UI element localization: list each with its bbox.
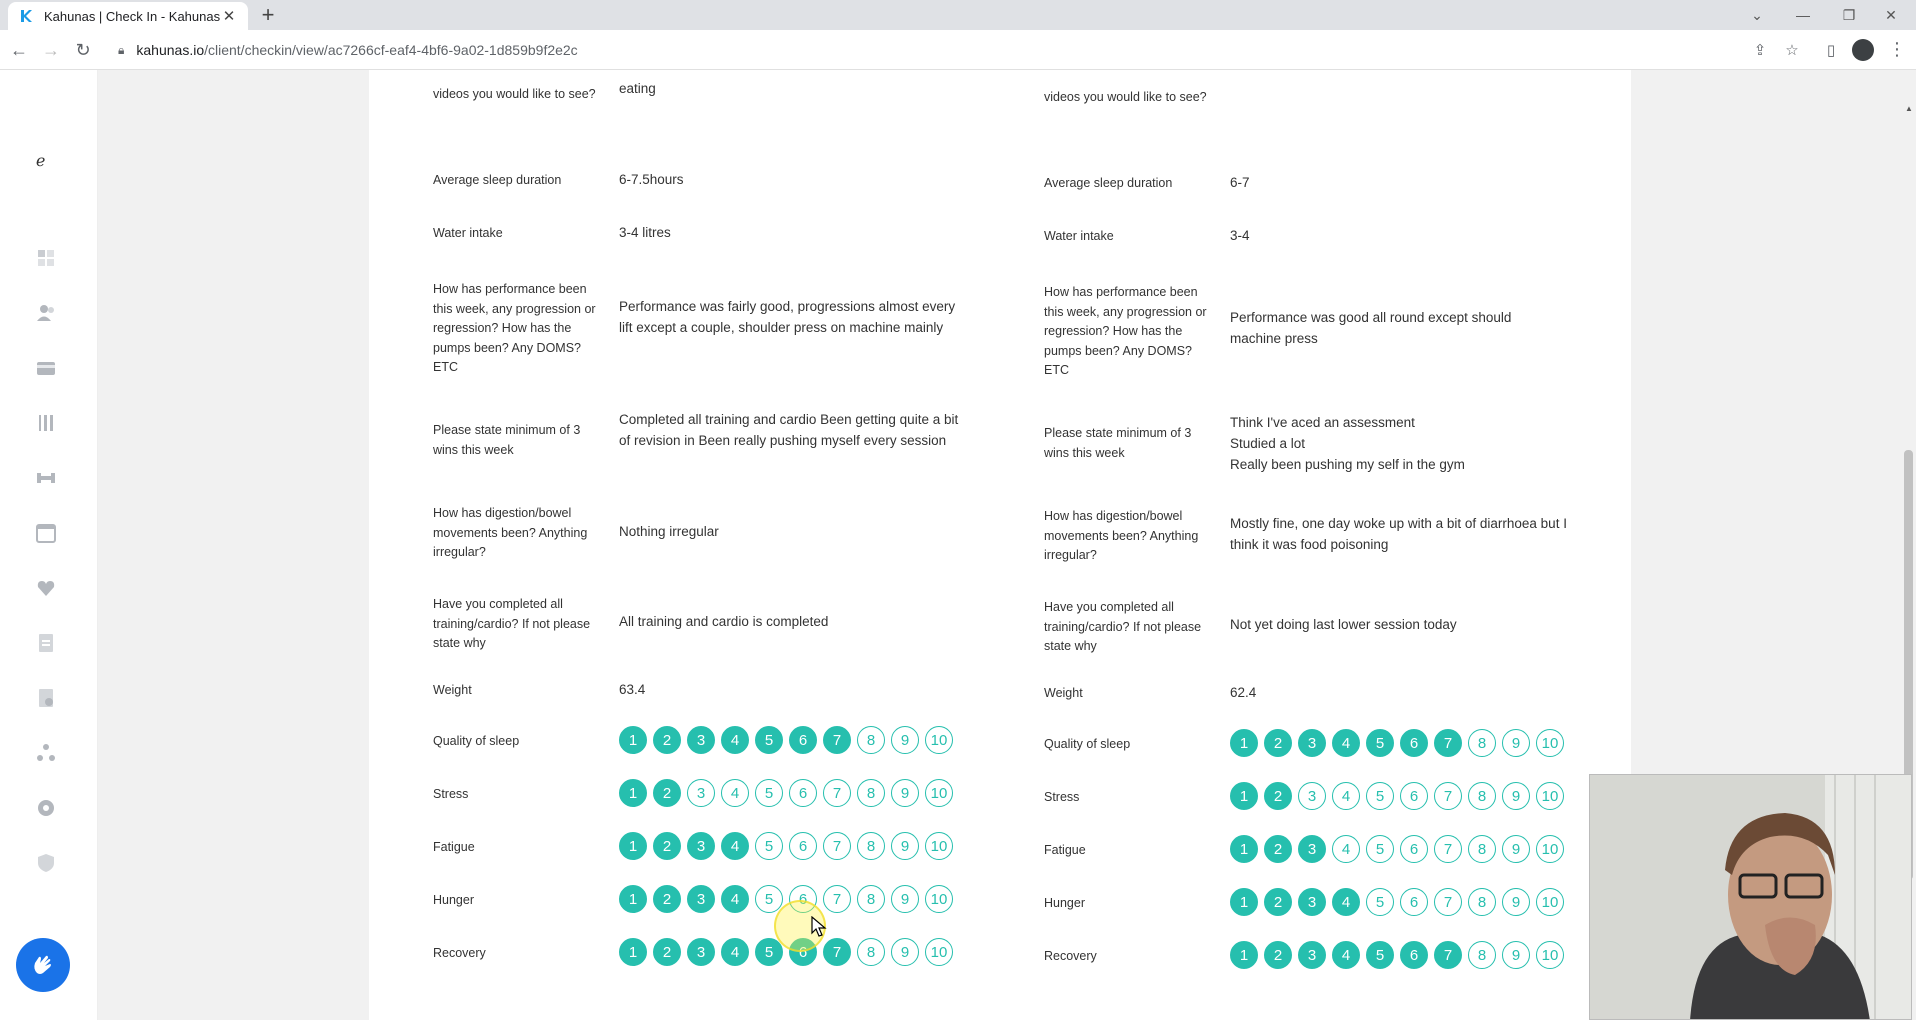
answer-text: Completed all training and cardio Been getting quite a bit of revision in Been really pushing myself every session bbox=[619, 412, 959, 448]
back-icon[interactable]: ← bbox=[10, 39, 28, 60]
address-bar bbox=[0, 30, 1916, 70]
restore-icon[interactable]: ❐ bbox=[1842, 6, 1856, 23]
answer-text: eating bbox=[619, 81, 656, 96]
rating-option[interactable]: 7 bbox=[823, 726, 851, 754]
answer-text: All training and cardio is completed bbox=[619, 614, 829, 629]
rating-label: Quality of sleep bbox=[1044, 737, 1131, 751]
rating-option[interactable]: 4 bbox=[721, 885, 749, 913]
dashboard-icon[interactable] bbox=[33, 245, 59, 271]
rating-option[interactable]: 1 bbox=[1230, 835, 1258, 863]
question-label: How has performance been this week, any progression or regression? How has the pumps been? Any DOMS? ETC bbox=[1044, 285, 1207, 377]
rating-option[interactable]: 2 bbox=[1264, 835, 1292, 863]
tab-title: Kahunas | Check In - Kahunas bbox=[44, 8, 220, 24]
rating-option[interactable]: 3 bbox=[1298, 941, 1326, 969]
rating-option[interactable]: 6 bbox=[1400, 782, 1428, 810]
payments-icon[interactable] bbox=[33, 355, 59, 381]
answer-line: Really been pushing my self in the gym bbox=[1230, 457, 1465, 472]
rating-option[interactable]: 7 bbox=[1434, 888, 1462, 916]
rating-option[interactable]: 9 bbox=[891, 726, 919, 754]
rating-option[interactable]: 6 bbox=[789, 832, 817, 860]
rating-option[interactable]: 3 bbox=[687, 726, 715, 754]
question-label: How has digestion/bowel movements been? Anything irregular? bbox=[1044, 509, 1199, 562]
rating-option[interactable]: 1 bbox=[619, 832, 647, 860]
question-label: Average sleep duration bbox=[1044, 176, 1173, 190]
rating-label: Quality of sleep bbox=[433, 734, 520, 748]
tab-close-icon[interactable]: ✕ bbox=[222, 8, 236, 25]
rating-option[interactable]: 2 bbox=[653, 885, 681, 913]
rating-option[interactable]: 9 bbox=[891, 779, 919, 807]
browser-tab-bar bbox=[0, 0, 1916, 30]
rating-option[interactable]: 3 bbox=[1298, 782, 1326, 810]
nutrition-icon[interactable] bbox=[33, 410, 59, 436]
rating-label: Recovery bbox=[433, 946, 486, 960]
rating-option[interactable]: 1 bbox=[619, 779, 647, 807]
answer-text: 3-4 bbox=[1230, 228, 1250, 243]
share-icon[interactable]: ⇪ bbox=[1753, 42, 1767, 59]
settings-icon[interactable] bbox=[33, 795, 59, 821]
documents-icon[interactable] bbox=[33, 630, 59, 656]
rating-option[interactable]: 3 bbox=[687, 779, 715, 807]
rating-label: Hunger bbox=[1044, 896, 1085, 910]
rating-option[interactable]: 2 bbox=[1264, 782, 1292, 810]
question-label: Have you completed all training/cardio? If not please state why bbox=[1044, 600, 1202, 653]
answer-text: Not yet doing last lower session today bbox=[1230, 617, 1457, 632]
team-icon[interactable] bbox=[33, 740, 59, 766]
rating-option[interactable]: 2 bbox=[653, 779, 681, 807]
rating-option[interactable]: 6 bbox=[1400, 941, 1428, 969]
minimize-icon[interactable]: — bbox=[1796, 7, 1810, 23]
rating-option[interactable]: 5 bbox=[755, 726, 783, 754]
rating-option[interactable]: 6 bbox=[1400, 888, 1428, 916]
rating-option[interactable]: 8 bbox=[1468, 888, 1496, 916]
answer-text: 6-7.5hours bbox=[619, 172, 684, 187]
question-label: Average sleep duration bbox=[433, 173, 562, 187]
mouse-cursor-icon bbox=[811, 916, 827, 938]
url-path: /client/checkin/view/ac7266cf-eaf4-4bf6-9a02-1d859b9f2e2c bbox=[204, 42, 578, 58]
question-label: Please state minimum of 3 wins this week bbox=[433, 423, 581, 457]
rating-option[interactable]: 4 bbox=[1332, 888, 1360, 916]
rating-option[interactable]: 4 bbox=[721, 832, 749, 860]
rating-option[interactable]: 6 bbox=[1400, 729, 1428, 757]
forms-icon[interactable] bbox=[33, 685, 59, 711]
rating-option[interactable]: 10 bbox=[1536, 941, 1564, 969]
rating-option[interactable]: 10 bbox=[1536, 729, 1564, 757]
lock-icon: 🔒︎ bbox=[118, 42, 125, 57]
answer-line: Think I've aced an assessment bbox=[1230, 415, 1415, 430]
rating-option[interactable]: 10 bbox=[925, 832, 953, 860]
rating-option[interactable]: 7 bbox=[1434, 729, 1462, 757]
rating-option[interactable]: 2 bbox=[1264, 941, 1292, 969]
rating-option[interactable]: 10 bbox=[925, 938, 953, 966]
rating-option[interactable]: 5 bbox=[755, 832, 783, 860]
rating-scale bbox=[1230, 888, 1564, 916]
rating-option[interactable]: 1 bbox=[1230, 729, 1258, 757]
rating-option[interactable]: 8 bbox=[857, 885, 885, 913]
rating-option[interactable]: 2 bbox=[1264, 888, 1292, 916]
rating-option[interactable]: 7 bbox=[823, 938, 851, 966]
clients-icon[interactable] bbox=[33, 300, 59, 326]
rating-option[interactable]: 5 bbox=[755, 938, 783, 966]
rating-option[interactable]: 8 bbox=[857, 779, 885, 807]
question-label: Have you completed all training/cardio? If not please state why bbox=[433, 597, 591, 650]
sidebar bbox=[0, 70, 98, 1020]
checkin-comparison-card bbox=[369, 70, 1631, 1020]
rating-option[interactable]: 6 bbox=[1400, 835, 1428, 863]
rating-option[interactable]: 4 bbox=[721, 938, 749, 966]
shield-icon[interactable] bbox=[33, 850, 59, 876]
rating-option[interactable]: 9 bbox=[1502, 782, 1530, 810]
url-field[interactable] bbox=[104, 34, 1744, 66]
rating-option[interactable]: 6 bbox=[789, 779, 817, 807]
rating-option[interactable]: 5 bbox=[1366, 835, 1394, 863]
rating-option[interactable]: 7 bbox=[1434, 835, 1462, 863]
rating-option[interactable]: 2 bbox=[653, 832, 681, 860]
browser-tab[interactable] bbox=[8, 2, 248, 30]
rating-option[interactable]: 8 bbox=[857, 938, 885, 966]
rating-scale bbox=[1230, 941, 1564, 969]
url-host: kahunas.io bbox=[136, 42, 205, 58]
rating-option[interactable]: 4 bbox=[1332, 729, 1360, 757]
scroll-up-icon[interactable]: ▲ bbox=[1905, 104, 1913, 113]
rating-scale bbox=[619, 779, 953, 807]
rating-label: Stress bbox=[1044, 790, 1080, 804]
question-label: Water intake bbox=[433, 226, 503, 240]
rating-option[interactable]: 9 bbox=[891, 938, 919, 966]
rating-option[interactable]: 3 bbox=[687, 938, 715, 966]
rating-option[interactable]: 3 bbox=[1298, 835, 1326, 863]
profile-avatar[interactable] bbox=[1852, 39, 1874, 61]
rating-option[interactable]: 5 bbox=[755, 779, 783, 807]
answer-text: 62.4 bbox=[1230, 685, 1257, 700]
question-label: How has digestion/bowel movements been? Anything irregular? bbox=[433, 506, 588, 559]
question-label: Please state minimum of 3 wins this week bbox=[1044, 426, 1192, 460]
rating-option[interactable]: 1 bbox=[619, 726, 647, 754]
rating-option[interactable]: 7 bbox=[823, 885, 851, 913]
rating-option[interactable]: 10 bbox=[925, 726, 953, 754]
rating-option[interactable]: 6 bbox=[789, 885, 817, 913]
rating-option[interactable]: 2 bbox=[1264, 729, 1292, 757]
answer-text: 63.4 bbox=[619, 682, 646, 697]
rating-scale bbox=[619, 832, 953, 860]
answer-text bbox=[1230, 412, 1570, 475]
kahunas-favicon-icon bbox=[18, 8, 34, 24]
question-label: videos you would like to see? bbox=[433, 87, 596, 101]
rating-option[interactable]: 9 bbox=[1502, 941, 1530, 969]
rating-option[interactable]: 7 bbox=[823, 779, 851, 807]
new-tab-icon[interactable]: + bbox=[261, 2, 275, 27]
answer-line: Studied a lot bbox=[1230, 436, 1306, 451]
answer-text: 3-4 litres bbox=[619, 225, 671, 240]
tab-search-icon[interactable]: ⌄ bbox=[1751, 6, 1763, 23]
rating-option[interactable]: 7 bbox=[1434, 782, 1462, 810]
rating-option[interactable]: 10 bbox=[1536, 782, 1564, 810]
rating-option[interactable]: 2 bbox=[653, 726, 681, 754]
answer-text: Performance was good all round except should machine press bbox=[1230, 310, 1512, 346]
rating-label: Hunger bbox=[433, 893, 474, 907]
rating-scale bbox=[1230, 835, 1564, 863]
question-label: Water intake bbox=[1044, 229, 1114, 243]
answer-text: Performance was fairly good, progressions almost every lift except a couple, shoulder press on machine mainly bbox=[619, 299, 956, 335]
kahunas-logo-icon[interactable]: ℯ bbox=[36, 153, 46, 170]
rating-option[interactable]: 1 bbox=[1230, 782, 1258, 810]
rating-option[interactable]: 2 bbox=[653, 938, 681, 966]
rating-option[interactable]: 8 bbox=[857, 726, 885, 754]
rating-option[interactable]: 10 bbox=[1536, 835, 1564, 863]
rating-option[interactable]: 8 bbox=[857, 832, 885, 860]
rating-option[interactable]: 5 bbox=[755, 885, 783, 913]
rating-option[interactable]: 4 bbox=[1332, 782, 1360, 810]
rating-scale bbox=[1230, 782, 1564, 810]
webcam-overlay bbox=[1589, 774, 1912, 1020]
rating-option[interactable]: 5 bbox=[1366, 729, 1394, 757]
rating-option[interactable]: 1 bbox=[1230, 941, 1258, 969]
rating-option[interactable]: 5 bbox=[1366, 888, 1394, 916]
rating-option[interactable]: 10 bbox=[925, 779, 953, 807]
rating-option[interactable]: 8 bbox=[1468, 835, 1496, 863]
question-label: Weight bbox=[1044, 686, 1083, 700]
rating-option[interactable]: 6 bbox=[789, 938, 817, 966]
rating-option[interactable]: 4 bbox=[721, 779, 749, 807]
rating-option[interactable]: 5 bbox=[1366, 941, 1394, 969]
browser-menu-icon[interactable]: ⋮ bbox=[1888, 39, 1906, 59]
rating-option[interactable]: 10 bbox=[1536, 888, 1564, 916]
rating-option[interactable]: 1 bbox=[619, 885, 647, 913]
rating-scale bbox=[619, 726, 953, 754]
rating-option[interactable]: 1 bbox=[619, 938, 647, 966]
rating-option[interactable]: 7 bbox=[1434, 941, 1462, 969]
rating-option[interactable]: 10 bbox=[925, 885, 953, 913]
question-label: How has performance been this week, any progression or regression? How has the pumps been? Any DOMS? ETC bbox=[433, 282, 596, 374]
answer-text: Nothing irregular bbox=[619, 524, 719, 539]
rating-option[interactable]: 3 bbox=[1298, 888, 1326, 916]
forward-icon[interactable]: → bbox=[42, 39, 60, 60]
rating-label: Fatigue bbox=[433, 840, 475, 854]
rating-option[interactable]: 9 bbox=[1502, 835, 1530, 863]
question-label: videos you would like to see? bbox=[1044, 90, 1207, 104]
rating-option[interactable]: 1 bbox=[1230, 888, 1258, 916]
rating-label: Fatigue bbox=[1044, 843, 1086, 857]
rating-option[interactable]: 5 bbox=[1366, 782, 1394, 810]
answer-text: Mostly fine, one day woke up with a bit of diarrhoea but I think it was food poisoning bbox=[1230, 516, 1567, 552]
webcam-feed-image bbox=[1590, 775, 1912, 1020]
rating-label: Recovery bbox=[1044, 949, 1097, 963]
rating-option[interactable]: 9 bbox=[891, 885, 919, 913]
rating-option[interactable]: 8 bbox=[1468, 941, 1496, 969]
calendar-icon[interactable] bbox=[33, 520, 59, 546]
rating-option[interactable]: 3 bbox=[1298, 729, 1326, 757]
rating-option[interactable]: 9 bbox=[1502, 729, 1530, 757]
rating-option[interactable]: 9 bbox=[1502, 888, 1530, 916]
question-label: Weight bbox=[433, 683, 472, 697]
answer-text: 6-7 bbox=[1230, 175, 1250, 190]
rating-option[interactable]: 7 bbox=[823, 832, 851, 860]
rating-option[interactable]: 3 bbox=[687, 832, 715, 860]
rating-option[interactable]: 4 bbox=[1332, 835, 1360, 863]
rating-option[interactable]: 9 bbox=[891, 832, 919, 860]
bookmark-star-icon[interactable]: ☆ bbox=[1785, 42, 1799, 59]
close-window-icon[interactable]: ✕ bbox=[1885, 6, 1897, 23]
side-panel-icon[interactable]: ▯ bbox=[1826, 42, 1836, 59]
habits-icon[interactable] bbox=[33, 575, 59, 601]
rating-label: Stress bbox=[433, 787, 469, 801]
reload-icon[interactable]: ↻ bbox=[75, 39, 91, 60]
rating-option[interactable]: 8 bbox=[1468, 782, 1496, 810]
rating-option[interactable]: 3 bbox=[687, 885, 715, 913]
rating-option[interactable]: 4 bbox=[721, 726, 749, 754]
rating-scale bbox=[1230, 729, 1564, 757]
rating-option[interactable]: 6 bbox=[789, 726, 817, 754]
workout-icon[interactable] bbox=[33, 465, 59, 491]
rating-option[interactable]: 4 bbox=[1332, 941, 1360, 969]
support-chat-button[interactable] bbox=[16, 938, 70, 992]
rating-option[interactable]: 8 bbox=[1468, 729, 1496, 757]
